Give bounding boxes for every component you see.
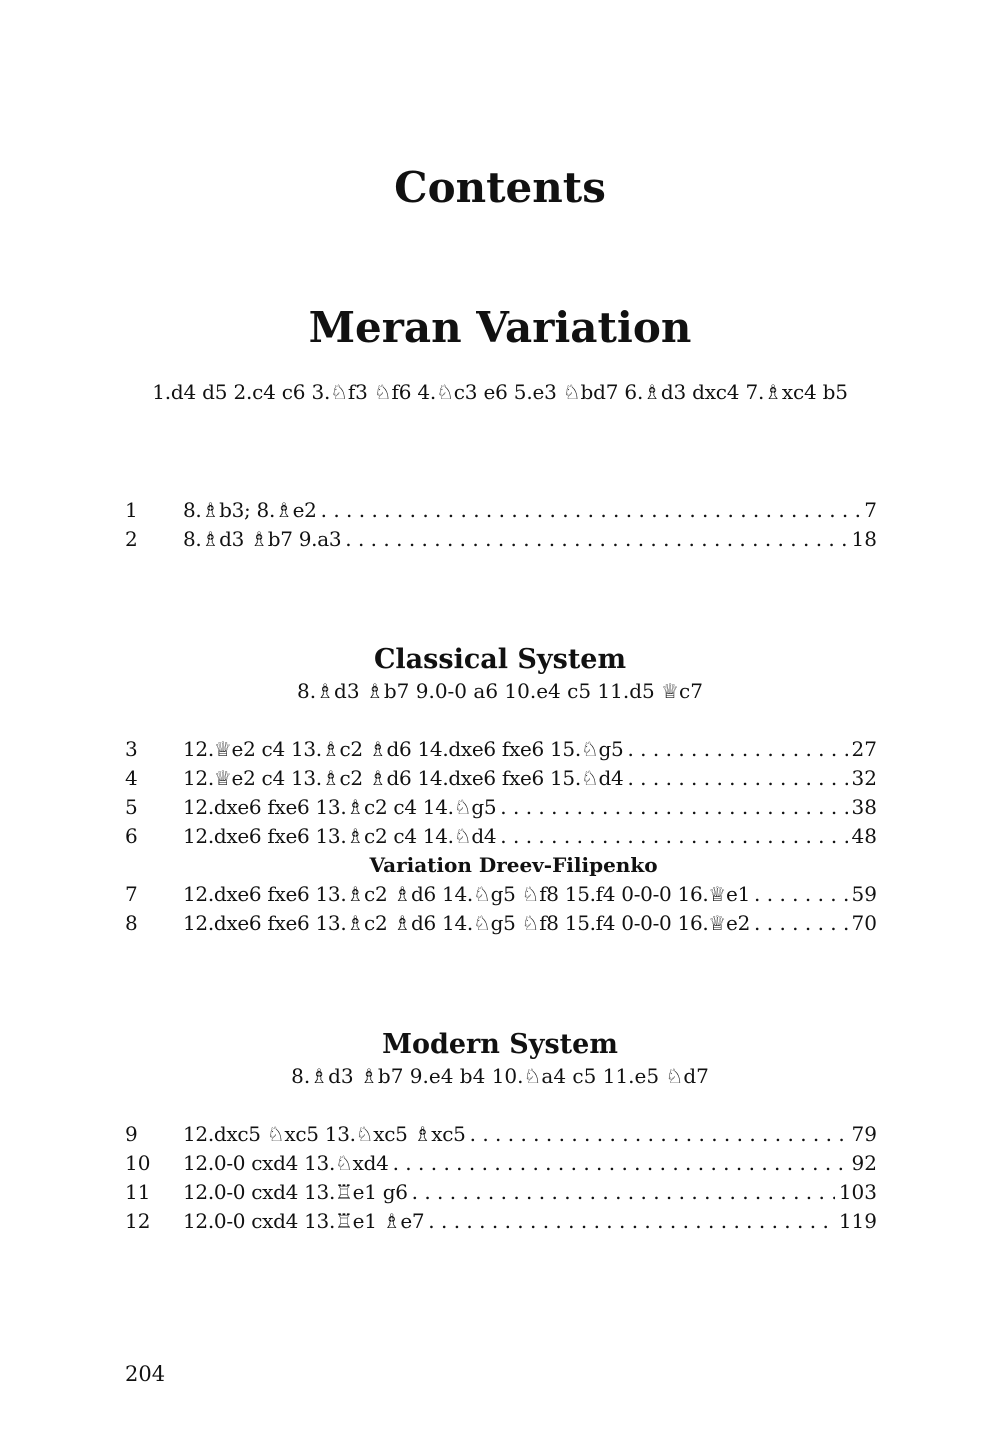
toc-entry[interactable] bbox=[125, 1178, 877, 1207]
toc-entry[interactable] bbox=[125, 525, 877, 554]
toc-entry-page: 32 bbox=[851, 766, 877, 790]
toc-entry-number: 1 bbox=[125, 498, 138, 522]
part-title: Meran Variation bbox=[308, 303, 692, 352]
toc-entry-title: 12.♕e2 c4 13.♗c2 ♗d6 14.dxe6 fxe6 15.♘g5 bbox=[183, 737, 624, 761]
toc-leader-dots bbox=[500, 822, 847, 851]
toc-leader-dots bbox=[393, 1149, 848, 1178]
page-title: Contents bbox=[394, 163, 606, 212]
toc-leader-dots bbox=[412, 1178, 835, 1207]
toc-entry-number: 4 bbox=[125, 766, 138, 790]
toc-modern-list bbox=[125, 1120, 877, 1236]
toc-leader-dots bbox=[428, 1207, 835, 1236]
toc-entry[interactable] bbox=[125, 735, 877, 764]
section-modern-header bbox=[0, 1028, 1000, 1090]
toc-entry-page: 38 bbox=[851, 795, 877, 819]
toc-entry[interactable] bbox=[125, 1149, 877, 1178]
toc-entry-number: 9 bbox=[125, 1122, 138, 1146]
toc-entry-title: 12.♕e2 c4 13.♗c2 ♗d6 14.dxe6 fxe6 15.♘d4 bbox=[183, 766, 624, 790]
toc-entry-title: 8.♗d3 ♗b7 9.a3 bbox=[183, 527, 342, 551]
toc-entry-title: 12.dxe6 fxe6 13.♗c2 c4 14.♘d4 bbox=[183, 824, 497, 848]
toc-entry-page: 70 bbox=[851, 911, 877, 935]
toc-entry-page: 59 bbox=[851, 882, 877, 906]
toc-entry-title: 12.dxe6 fxe6 13.♗c2 ♗d6 14.♘g5 ♘f8 15.f4 0-0-0 16.♕e1 bbox=[183, 882, 751, 906]
toc-entry-number: 10 bbox=[125, 1151, 151, 1175]
toc-entry-page: 48 bbox=[851, 824, 877, 848]
section-moves: 8.♗d3 ♗b7 9.0-0 a6 10.e4 c5 11.d5 ♕c7 bbox=[297, 679, 703, 703]
toc-entry[interactable] bbox=[125, 1120, 877, 1149]
toc-classical-list bbox=[125, 735, 877, 938]
toc-entry-number: 3 bbox=[125, 737, 138, 761]
toc-entry-number: 11 bbox=[125, 1180, 151, 1204]
toc-entry[interactable] bbox=[125, 909, 877, 938]
toc-entry[interactable] bbox=[125, 764, 877, 793]
toc-entry-page: 79 bbox=[851, 1122, 877, 1146]
toc-entry-page: 18 bbox=[851, 527, 877, 551]
toc-entry-number: 6 bbox=[125, 824, 138, 848]
toc-entry-title: 12.dxe6 fxe6 13.♗c2 ♗d6 14.♘g5 ♘f8 15.f4 0-0-0 16.♕e2 bbox=[183, 911, 751, 935]
toc-entry-title: 12.0-0 cxd4 13.♘xd4 bbox=[183, 1151, 389, 1175]
toc-entry-number: 12 bbox=[125, 1209, 151, 1233]
toc-entry-title: 12.0-0 cxd4 13.♖e1 ♗e7 bbox=[183, 1209, 425, 1233]
toc-entry-number: 5 bbox=[125, 795, 138, 819]
toc-entry-title: 8.♗b3; 8.♗e2 bbox=[183, 498, 317, 522]
section-title: Modern System bbox=[382, 1029, 618, 1060]
section-moves: 8.♗d3 ♗b7 9.e4 b4 10.♘a4 c5 11.e5 ♘d7 bbox=[291, 1064, 709, 1088]
toc-leader-dots bbox=[321, 496, 861, 525]
toc-entry-title: 12.0-0 cxd4 13.♖e1 g6 bbox=[183, 1180, 408, 1204]
toc-entry[interactable] bbox=[125, 793, 877, 822]
toc-entry-title: 12.dxc5 ♘xc5 13.♘xc5 ♗xc5 bbox=[183, 1122, 466, 1146]
page-number: 204 bbox=[125, 1362, 166, 1386]
section-classical-header bbox=[0, 643, 1000, 705]
toc-leader-dots bbox=[754, 880, 848, 909]
toc-leader-dots bbox=[754, 909, 848, 938]
toc-subheading: Variation Dreev-Filipenko bbox=[369, 853, 658, 877]
toc-entry-page: 103 bbox=[838, 1180, 877, 1204]
toc-entry[interactable] bbox=[125, 496, 877, 525]
toc-entry[interactable] bbox=[125, 1207, 877, 1236]
toc-entry-page: 119 bbox=[838, 1209, 877, 1233]
toc-entry-number: 2 bbox=[125, 527, 138, 551]
toc-leader-dots bbox=[470, 1120, 848, 1149]
toc-intro-list bbox=[125, 496, 877, 554]
toc-leader-dots bbox=[627, 735, 847, 764]
part-moves: 1.d4 d5 2.c4 c6 3.♘f3 ♘f6 4.♘c3 e6 5.e3 ♘bd7 6.♗d3 dxc4 7.♗xc4 b5 bbox=[152, 380, 848, 404]
toc-entry[interactable] bbox=[125, 880, 877, 909]
toc-entry-page: 27 bbox=[851, 737, 877, 761]
toc-leader-dots bbox=[345, 525, 847, 554]
toc-entry-number: 8 bbox=[125, 911, 138, 935]
toc-leader-dots bbox=[500, 793, 847, 822]
section-title: Classical System bbox=[373, 644, 627, 675]
toc-entry-number: 7 bbox=[125, 882, 138, 906]
toc-entry[interactable] bbox=[125, 822, 877, 851]
toc-entry-page: 7 bbox=[864, 498, 877, 522]
toc-entry-title: 12.dxe6 fxe6 13.♗c2 c4 14.♘g5 bbox=[183, 795, 497, 819]
toc-leader-dots bbox=[627, 764, 847, 793]
toc-entry-page: 92 bbox=[851, 1151, 877, 1175]
